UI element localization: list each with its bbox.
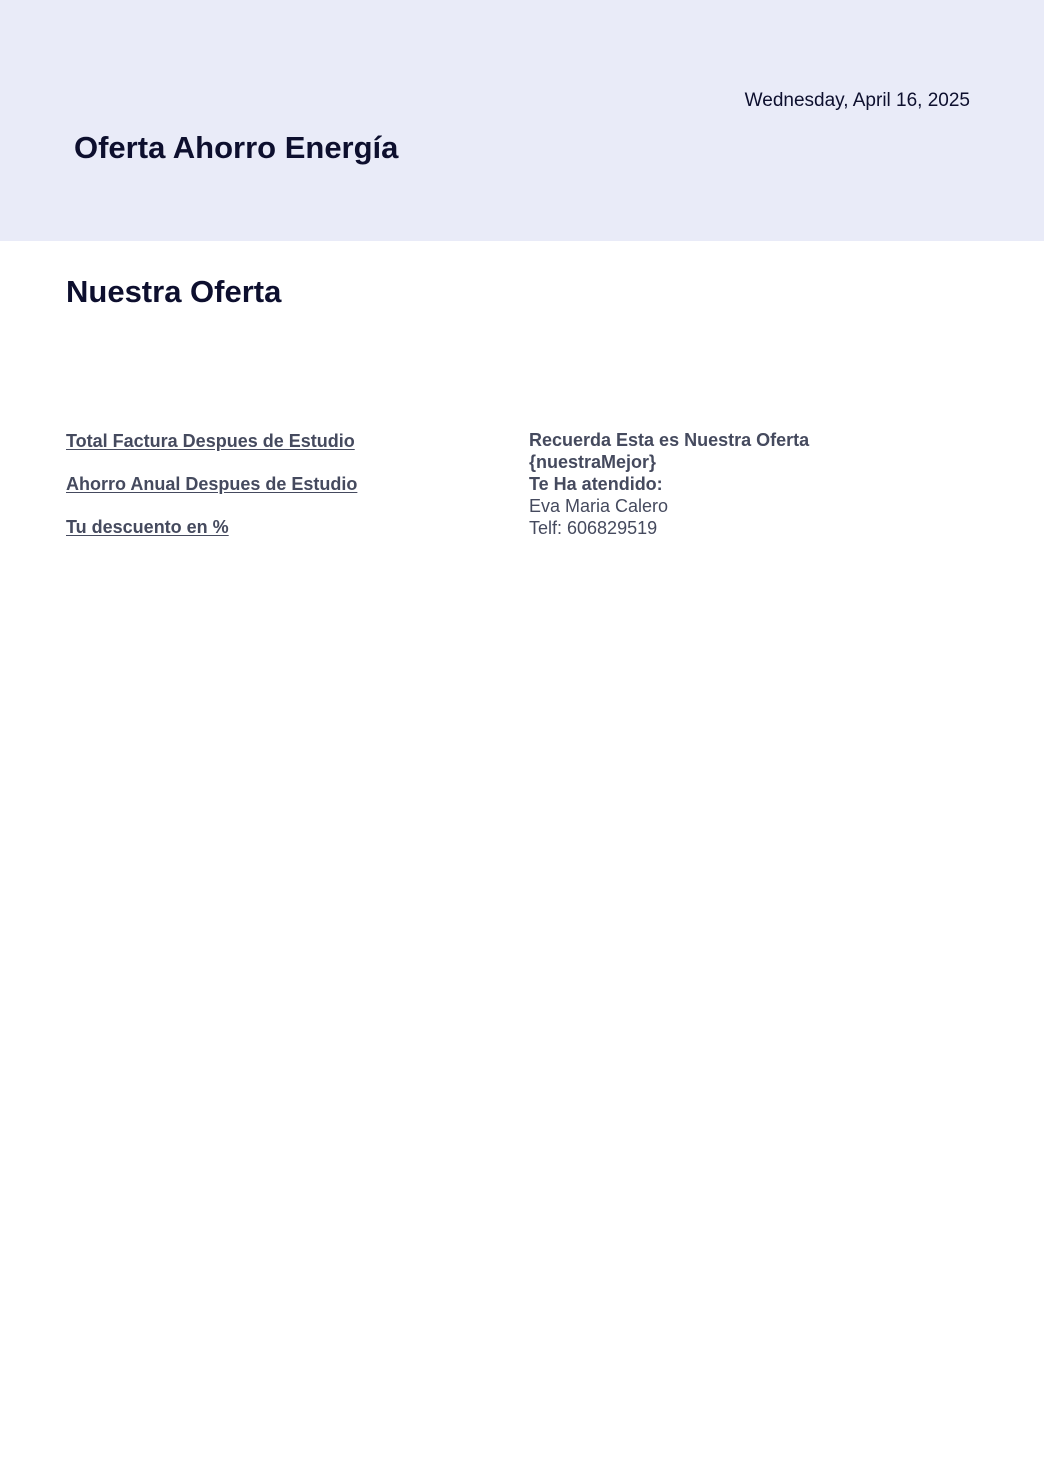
annual-savings-label: Ahorro Anual Despues de Estudio <box>66 474 358 494</box>
header-band <box>0 0 1044 241</box>
section-title: Nuestra Oferta <box>66 274 282 309</box>
attended-by-label: Te Ha atendido: <box>529 474 663 494</box>
document-title: Oferta Ahorro Energía <box>74 130 399 165</box>
offer-placeholder: {nuestraMejor} <box>529 452 657 472</box>
agent-name: Eva Maria Calero <box>529 496 669 516</box>
offer-fields <box>66 429 486 539</box>
agent-phone: Telf: 606829519 <box>529 518 658 538</box>
total-invoice-label: Total Factura Despues de Estudio <box>66 431 355 451</box>
document-date: Wednesday, April 16, 2025 <box>744 90 970 111</box>
reminder-block <box>529 429 969 539</box>
discount-percent-label: Tu descuento en % <box>66 517 229 537</box>
reminder-text: Recuerda Esta es Nuestra Oferta <box>529 430 810 450</box>
